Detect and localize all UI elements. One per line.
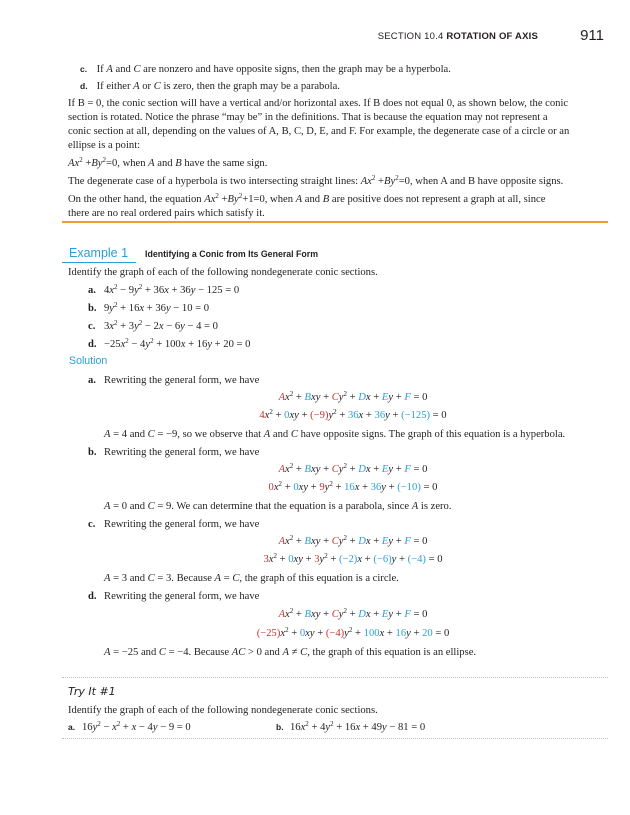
paragraph-line: conic section at all, depending on the values of A, B, C, D, E, and F. For example, the degenerate case of a circle or an (68, 126, 570, 137)
solution-part-lead: c. Rewriting the general form, we have (88, 519, 260, 530)
substituted-equation: $4x^2 + 0xy + (-9)y^2 + 36x + 36y + (-125) = 0$ (259, 408, 447, 421)
try-it-label: Try It #1 (68, 685, 116, 698)
example-label: Example 1 (69, 246, 129, 260)
example-title: Identifying a Conic from Its General Form (145, 249, 319, 259)
paragraph-line: section is rotated. Notice the phrase “may be” in the definitions. That is because the equation may not represent a (68, 112, 548, 123)
solution-part-lead: b. Rewriting the general form, we have (88, 447, 260, 458)
section-divider (62, 221, 608, 223)
solution-part-lead: d. Rewriting the general form, we have (88, 591, 260, 602)
solution-part-lead: a. Rewriting the general form, we have (88, 375, 260, 386)
try-it-item: a. $16y^2 - x^2 + x - 4y - 9 = 0$ (68, 720, 191, 733)
example-intro: Identify the graph of each of the following nondegenerate conic sections. (68, 267, 378, 278)
general-form-equation: $Ax^2$ + Bxy + $Cy^2 + Dx + Ey + F = 0$ (278, 390, 428, 403)
general-form-equation: $Ax^2$ + Bxy + $Cy^2 + Dx + Ey + F = 0$ (278, 462, 428, 475)
list-item: d. If either A or C is zero, then the graph may be a parabola. (80, 81, 340, 92)
example-item: d. $-25x^2 - 4y^2 + 100x + 16y + 20 = 0$ (88, 337, 251, 350)
example-item: a. $4x^2 - 9y^2 + 36x + 36y - 125 = 0$ (88, 283, 240, 296)
general-form-equation: $Ax^2$ + Bxy + $Cy^2 + Dx + Ey + F = 0$ (278, 607, 428, 620)
list-item: c. If A and C are nonzero and have opposite signs, then the graph may be a hyperbola. (80, 64, 451, 75)
try-it-bottom-rule (62, 738, 608, 739)
example-item: b. $9y^2 + 16x + 36y - 10 = 0$ (88, 301, 210, 314)
section-title: ROTATION OF AXIS (446, 31, 538, 42)
degenerate-point-equation: $Ax^2 +By^2=0$, when A and B have the same sign. (68, 156, 268, 169)
page-number: 911 (580, 27, 604, 44)
list-item-text: If either A or C is zero, then the graph may be a parabola. (96, 81, 340, 92)
section-number: SECTION 10.4 (377, 31, 444, 42)
solution-conclusion: A = 4 and C = −9, so we observe that A and C have opposite signs. The graph of this equation is a hyperbola. (104, 429, 566, 440)
paragraph-line: ellipse is a point: (68, 140, 141, 151)
solution-label: Solution (69, 355, 108, 367)
solution-conclusion: A = 3 and C = 3. Because A = C, the graph of this equation is a circle. (104, 573, 399, 584)
paragraph-line: there are no real ordered pairs which satisfy it. (68, 208, 265, 219)
running-head (378, 31, 538, 42)
degenerate-hyperbola-text: The degenerate case of a hyperbola is two intersecting straight lines: $Ax^2 +By^2=0$, when A and B have opposite signs. (68, 174, 564, 187)
solution-conclusion: A = −25 and C = −4. Because AC > 0 and A ≠ C, the graph of this equation is an ellipse. (104, 647, 477, 658)
solution-conclusion: A = 0 and C = 9. We can determine that the equation is a parabola, since A is zero. (104, 501, 452, 512)
try-it-item: b. $16x^2 + 4y^2 + 16x + 49y - 81 = 0$ (276, 720, 426, 733)
paragraph-line: If B = 0, the conic section will have a vertical and/or horizontal axes. If B does not equal 0, as shown below, the conic (68, 98, 569, 109)
substituted-equation: $3x^2 + 0xy + 3y^2 + (-2)x + (-6)y + (-4) = 0$ (263, 552, 443, 565)
example-item: c. $3x^2 + 3y^2 - 2x - 6y - 4 = 0$ (88, 319, 218, 332)
general-form-equation: $Ax^2$ + Bxy + $Cy^2 + Dx + Ey + F = 0$ (278, 534, 428, 547)
substituted-equation: $(-25)x^2 + 0xy + (-4)y^2 + 100x + 16y + 20 = 0$ (256, 626, 450, 639)
example-underline (62, 262, 136, 263)
paragraph-line: On the other hand, the equation $Ax^2 +By^2+1=0$, when A and B are positive does not represent a graph at all, since (68, 192, 546, 205)
try-it-top-rule (62, 677, 608, 678)
substituted-equation: $0x^2 + 0xy + 9y^2 + 16x + 36y + (-10) = 0$ (268, 480, 438, 493)
list-item-text: If A and C are nonzero and have opposite signs, then the graph may be a hyperbola. (96, 64, 451, 75)
try-it-intro: Identify the graph of each of the following nondegenerate conic sections. (68, 705, 378, 716)
